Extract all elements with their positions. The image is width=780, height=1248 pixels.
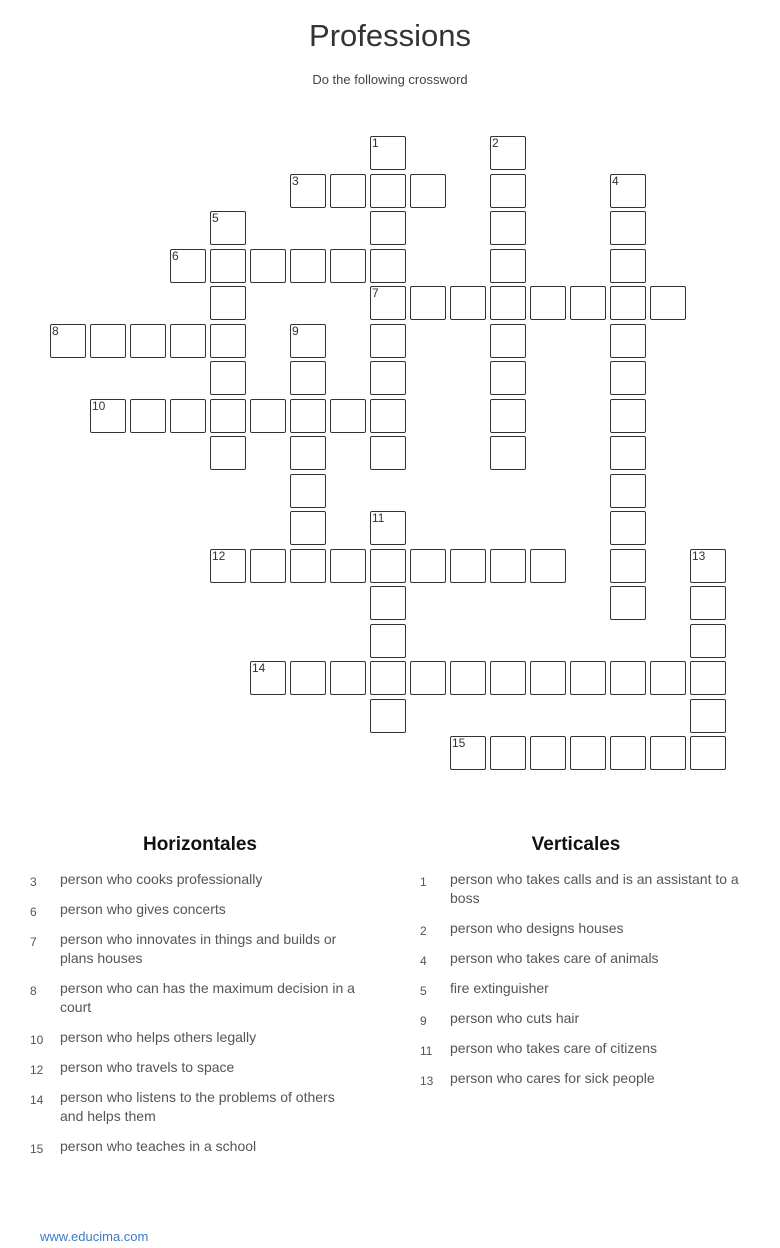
clue-item	[420, 1039, 750, 1058]
crossword-cell[interactable]	[690, 661, 726, 695]
clue-item	[30, 1058, 360, 1077]
crossword-cell[interactable]	[210, 249, 246, 283]
cell-number: 6	[172, 249, 179, 263]
crossword-cell[interactable]	[450, 286, 486, 320]
crossword-cell[interactable]	[610, 211, 646, 245]
crossword-cell[interactable]	[250, 249, 286, 283]
crossword-cell[interactable]	[90, 324, 126, 358]
clue-text: person who takes care of citizens	[450, 1040, 657, 1056]
crossword-cell[interactable]	[370, 549, 406, 583]
cell-number: 1	[372, 136, 379, 150]
crossword-cell[interactable]	[490, 136, 526, 170]
clue-number: 5	[420, 984, 427, 998]
cell-number: 12	[212, 549, 226, 563]
clue-text: person who gives concerts	[60, 901, 226, 917]
crossword-cell[interactable]	[610, 174, 646, 208]
crossword-cell[interactable]	[250, 399, 286, 433]
crossword-cell[interactable]	[370, 286, 406, 320]
clue-number: 9	[420, 1014, 427, 1028]
crossword-cell[interactable]	[570, 736, 606, 770]
crossword-cell[interactable]	[610, 549, 646, 583]
clue-text: person who helps others legally	[60, 1029, 257, 1045]
clue-item	[420, 1069, 750, 1088]
clue-number: 10	[30, 1033, 44, 1047]
crossword-cell[interactable]	[650, 286, 686, 320]
crossword-cell[interactable]	[170, 399, 206, 433]
crossword-cell[interactable]	[650, 661, 686, 695]
crossword-cell[interactable]	[250, 549, 286, 583]
clue-item	[420, 870, 750, 908]
clue-item	[420, 1009, 750, 1028]
crossword-cell[interactable]	[410, 549, 446, 583]
crossword-cell[interactable]	[370, 174, 406, 208]
crossword-cell[interactable]	[370, 624, 406, 658]
crossword-cell[interactable]	[290, 549, 326, 583]
crossword-cell[interactable]	[370, 399, 406, 433]
crossword-cell[interactable]	[250, 661, 286, 695]
crossword-cell[interactable]	[370, 699, 406, 733]
crossword-cell[interactable]	[570, 661, 606, 695]
crossword-cell[interactable]	[370, 436, 406, 470]
crossword-cell[interactable]	[690, 699, 726, 733]
crossword-cell[interactable]	[610, 661, 646, 695]
crossword-cell[interactable]	[290, 249, 326, 283]
across-heading: Horizontales	[142, 834, 258, 855]
crossword-cell[interactable]	[610, 586, 646, 620]
clue-text: person who listens to the problems of others and helps them	[60, 1089, 335, 1124]
crossword-cell[interactable]	[450, 661, 486, 695]
crossword-cell[interactable]	[370, 324, 406, 358]
crossword-cell[interactable]	[290, 361, 326, 395]
crossword-cell[interactable]	[650, 736, 686, 770]
crossword-cell[interactable]	[370, 136, 406, 170]
crossword-cell[interactable]	[610, 249, 646, 283]
crossword-cell[interactable]	[610, 511, 646, 545]
cell-number: 13	[692, 549, 706, 563]
clue-number: 12	[30, 1063, 44, 1077]
crossword-cell[interactable]	[410, 286, 446, 320]
cell-number: 3	[292, 174, 299, 188]
crossword-cell[interactable]	[210, 286, 246, 320]
clue-item	[420, 949, 750, 968]
clue-text: person who takes calls and is an assistant to a boss	[450, 871, 739, 906]
crossword-cell[interactable]	[610, 399, 646, 433]
clue-text: person who teaches in a school	[60, 1138, 257, 1154]
clue-number: 4	[420, 954, 427, 968]
page-title: Professions	[309, 18, 471, 53]
clue-number: 11	[420, 1044, 433, 1058]
crossword-cell[interactable]	[170, 249, 206, 283]
crossword-cell[interactable]	[490, 436, 526, 470]
crossword-cell[interactable]	[570, 286, 606, 320]
crossword-cell[interactable]	[610, 361, 646, 395]
clue-number: 15	[30, 1142, 44, 1156]
clue-number: 3	[30, 875, 37, 889]
crossword-cell[interactable]	[370, 661, 406, 695]
clue-item	[30, 930, 360, 968]
cell-number: 2	[492, 136, 499, 150]
crossword-cell[interactable]	[290, 436, 326, 470]
crossword-cell[interactable]	[210, 324, 246, 358]
cell-number: 9	[292, 324, 299, 338]
cell-number: 5	[212, 211, 219, 225]
clue-text: person who travels to space	[60, 1059, 235, 1075]
crossword-cell[interactable]	[610, 324, 646, 358]
clue-text: person who cares for sick people	[450, 1070, 655, 1086]
crossword-cell[interactable]	[290, 511, 326, 545]
clue-item	[30, 1137, 360, 1156]
clue-item	[30, 1088, 360, 1126]
crossword-cell[interactable]	[330, 174, 366, 208]
crossword-cell[interactable]	[210, 211, 246, 245]
crossword-cell[interactable]	[370, 586, 406, 620]
crossword-cell[interactable]	[330, 549, 366, 583]
crossword-cell[interactable]	[490, 399, 526, 433]
cell-number: 10	[92, 399, 106, 413]
crossword-cell[interactable]	[130, 324, 166, 358]
clue-number: 2	[420, 924, 427, 938]
crossword-cell[interactable]	[290, 399, 326, 433]
clue-item	[420, 919, 750, 938]
crossword-cell[interactable]	[490, 211, 526, 245]
crossword-cell[interactable]	[370, 511, 406, 545]
crossword-cell[interactable]	[530, 286, 566, 320]
crossword-cell[interactable]	[450, 736, 486, 770]
clue-text: person who cooks professionally	[60, 871, 263, 887]
crossword-cell[interactable]	[130, 399, 166, 433]
crossword-cell[interactable]	[410, 174, 446, 208]
crossword-cell[interactable]	[490, 174, 526, 208]
crossword-cell[interactable]	[490, 361, 526, 395]
clue-number: 6	[30, 905, 37, 919]
crossword-cell[interactable]	[490, 661, 526, 695]
cell-number: 4	[612, 174, 619, 188]
clue-number: 1	[420, 875, 427, 889]
cell-number: 14	[252, 661, 266, 675]
crossword-cell[interactable]	[290, 474, 326, 508]
clue-item	[30, 1028, 360, 1047]
crossword-cell[interactable]	[170, 324, 206, 358]
clue-text: person who cuts hair	[450, 1010, 580, 1026]
footer-link[interactable]: www.educima.com	[40, 1229, 149, 1244]
crossword-cell[interactable]	[610, 436, 646, 470]
crossword-cell[interactable]	[210, 549, 246, 583]
crossword-cell[interactable]	[530, 661, 566, 695]
clue-number: 13	[420, 1074, 434, 1088]
across-clue-list	[30, 870, 360, 1167]
clue-item	[30, 979, 360, 1017]
crossword-cell[interactable]	[330, 399, 366, 433]
crossword-cell[interactable]	[490, 286, 526, 320]
crossword-cell[interactable]	[690, 586, 726, 620]
crossword-cell[interactable]	[50, 324, 86, 358]
clue-item	[30, 900, 360, 919]
crossword-cell[interactable]	[530, 736, 566, 770]
crossword-cell[interactable]	[610, 286, 646, 320]
crossword-cell[interactable]	[330, 249, 366, 283]
cell-number: 11	[372, 511, 385, 525]
crossword-cell[interactable]	[490, 324, 526, 358]
clue-text: fire extinguisher	[450, 980, 549, 996]
clue-text: person who can has the maximum decision in a court	[60, 980, 355, 1015]
crossword-cell[interactable]	[210, 436, 246, 470]
crossword-cell[interactable]	[450, 549, 486, 583]
crossword-cell[interactable]	[490, 549, 526, 583]
crossword-cell[interactable]	[690, 624, 726, 658]
crossword-cell[interactable]	[330, 661, 366, 695]
clue-number: 7	[30, 935, 37, 949]
cell-number: 8	[52, 324, 59, 338]
crossword-cell[interactable]	[370, 249, 406, 283]
crossword-cell[interactable]	[370, 211, 406, 245]
crossword-cell[interactable]	[490, 249, 526, 283]
clue-item	[420, 979, 750, 998]
clue-text: person who takes care of animals	[450, 950, 659, 966]
crossword-cell[interactable]	[490, 736, 526, 770]
clue-number: 8	[30, 984, 37, 998]
crossword-cell[interactable]	[210, 361, 246, 395]
crossword-cell[interactable]	[290, 174, 326, 208]
crossword-cell[interactable]	[90, 399, 126, 433]
crossword-cell[interactable]	[370, 361, 406, 395]
clue-item	[30, 870, 360, 889]
crossword-cell[interactable]	[530, 549, 566, 583]
crossword-cell[interactable]	[690, 549, 726, 583]
page-subtitle: Do the following crossword	[312, 72, 468, 87]
down-clue-list	[420, 870, 750, 1099]
crossword-cell[interactable]	[610, 474, 646, 508]
crossword-cell[interactable]	[210, 399, 246, 433]
clue-text: person who designs houses	[450, 920, 624, 936]
clue-text: person who innovates in things and builds or plans houses	[60, 931, 337, 966]
crossword-cell[interactable]	[610, 736, 646, 770]
cell-number: 7	[372, 286, 379, 300]
down-heading: Verticales	[531, 834, 621, 855]
crossword-cell[interactable]	[290, 661, 326, 695]
crossword-cell[interactable]	[410, 661, 446, 695]
clue-number: 14	[30, 1093, 44, 1107]
crossword-cell[interactable]	[290, 324, 326, 358]
crossword-cell[interactable]	[690, 736, 726, 770]
cell-number: 15	[452, 736, 466, 750]
